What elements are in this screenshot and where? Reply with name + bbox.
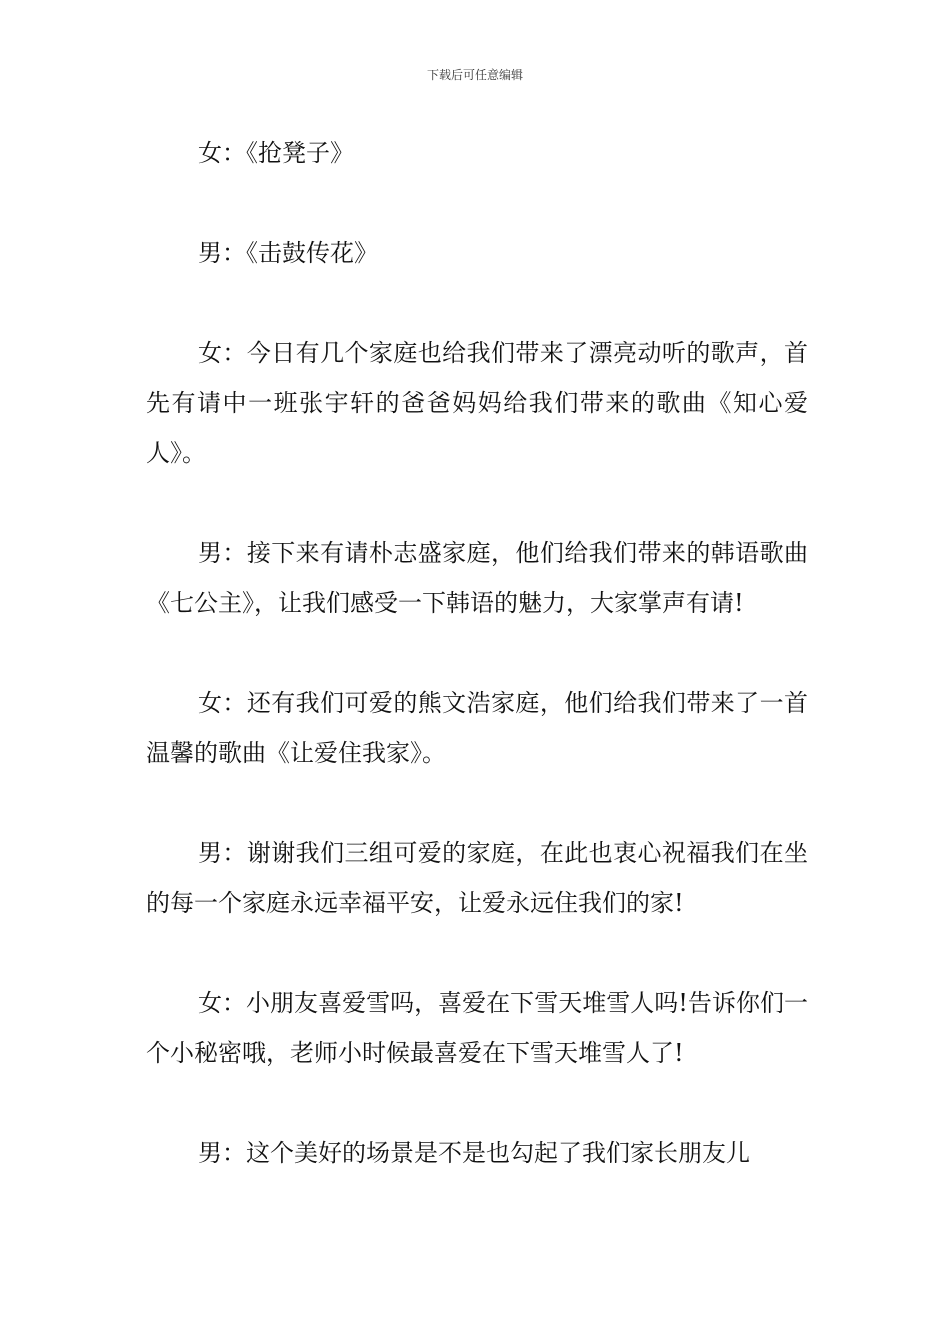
page-header: 下载后可任意编辑 — [426, 68, 523, 82]
paragraph-8: 男：这个美好的场景是不是也勾起了我们家长朋友儿 — [198, 1139, 750, 1167]
paragraph-3: 女：今日有几个家庭也给我们带来了漂亮动听的歌声，首先有请中一班张宇轩的爸爸妈妈给我们带来的歌曲《知心爱人》。 — [146, 339, 808, 467]
paragraph-6: 男：谢谢我们三组可爱的家庭，在此也衷心祝福我们在坐的每一个家庭永远幸福平安，让爱永远住我们的家! — [146, 839, 808, 917]
paragraph-4: 男：接下来有请朴志盛家庭，他们给我们带来的韩语歌曲《七公主》，让我们感受一下韩语的魅力，大家掌声有请! — [146, 539, 808, 617]
paragraph-5: 女：还有我们可爱的熊文浩家庭，他们给我们带来了一首温馨的歌曲《让爱住我家》。 — [146, 689, 808, 767]
paragraph-2: 男：《击鼓传花》 — [198, 239, 378, 267]
document-body — [146, 128, 808, 1228]
paragraph-7: 女：小朋友喜爱雪吗，喜爱在下雪天堆雪人吗!告诉你们一个小秘密哦，老师小时候最喜爱在下雪天堆雪人了! — [146, 989, 808, 1067]
paragraph-1: 女：《抢凳子》 — [198, 139, 354, 167]
